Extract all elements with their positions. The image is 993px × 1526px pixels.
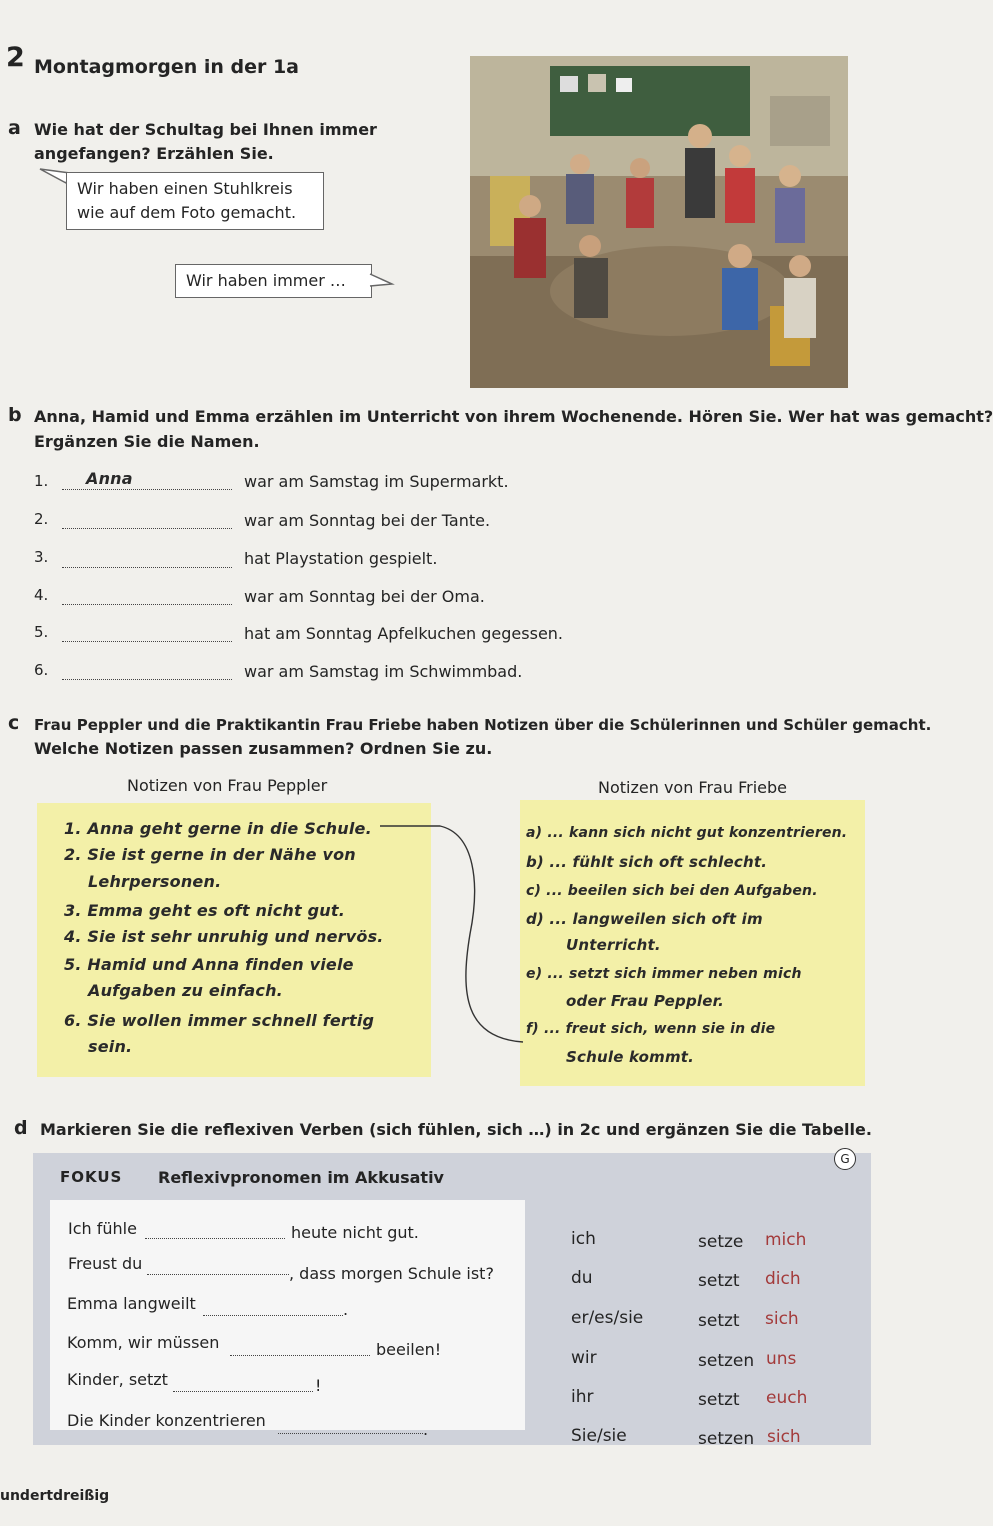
verb-setzt: setzt bbox=[698, 1390, 740, 1410]
answer-field[interactable] bbox=[62, 678, 232, 680]
sentence-2-blank[interactable] bbox=[147, 1273, 289, 1275]
sentence-1-blank[interactable] bbox=[145, 1237, 285, 1239]
friebe-note-d: d) ... langweilen sich oft im bbox=[526, 910, 763, 928]
friebe-note-c: c) ... beeilen sich bei den Aufgaben. bbox=[526, 883, 818, 899]
exercise-b-prompt-line2: Ergänzen Sie die Namen. bbox=[34, 432, 260, 451]
verb-setze: setze bbox=[698, 1232, 744, 1252]
peppler-note-2-cont: Lehrpersonen. bbox=[88, 872, 222, 891]
sentence-5-before: Kinder, setzt bbox=[67, 1370, 168, 1389]
bubble2-text: Wir haben immer … bbox=[186, 271, 346, 290]
answer-field[interactable] bbox=[62, 640, 232, 642]
sentence-3-before: Emma langweilt bbox=[67, 1294, 196, 1313]
speech-bubble-2 bbox=[175, 264, 372, 298]
friebe-note-f: f) ... freut sich, wenn sie in die bbox=[526, 1021, 776, 1037]
sentence-5-blank[interactable] bbox=[173, 1390, 313, 1392]
fokus-label: FOKUS bbox=[60, 1168, 123, 1186]
verb-setzt: setzt bbox=[698, 1311, 740, 1331]
answer-field[interactable] bbox=[62, 603, 232, 605]
peppler-note-5: 5. Hamid und Anna finden viele bbox=[64, 955, 354, 974]
item-number: 1. bbox=[34, 472, 49, 490]
exercise-c-prompt-line1: Frau Peppler und die Praktikantin Frau Friebe haben Notizen über die Schülerinnen und Schüler gemacht. bbox=[34, 716, 932, 734]
friebe-column-heading: Notizen von Frau Friebe bbox=[598, 778, 787, 797]
exercise-c-letter: c bbox=[8, 712, 20, 734]
pronoun-sich: sich bbox=[765, 1309, 799, 1329]
matching-line bbox=[380, 824, 525, 1046]
answer-field[interactable] bbox=[62, 566, 232, 568]
bubble2-tail bbox=[370, 274, 392, 290]
exercise-b-prompt-line1: Anna, Hamid und Emma erzählen im Unterricht von ihrem Wochenende. Hören Sie. Wer hat was gemacht? bbox=[34, 407, 993, 426]
sentence-1-after: heute nicht gut. bbox=[291, 1223, 419, 1242]
exercise-a-prompt-line2: angefangen? Erzählen Sie. bbox=[34, 144, 274, 163]
peppler-column-heading: Notizen von Frau Peppler bbox=[127, 776, 328, 795]
peppler-note-3: 3. Emma geht es oft nicht gut. bbox=[64, 901, 345, 920]
friebe-note-b: b) ... fühlt sich oft schlecht. bbox=[526, 853, 768, 871]
exercise-c-prompt-line2: Welche Notizen passen zusammen? Ordnen Sie zu. bbox=[34, 739, 493, 758]
sentence-6-blank[interactable] bbox=[278, 1432, 423, 1434]
person-Sie-sie: Sie/sie bbox=[571, 1426, 627, 1446]
friebe-note-a: a) ... kann sich nicht gut konzentrieren. bbox=[526, 825, 848, 841]
friebe-note-e: e) ... setzt sich immer neben mich bbox=[526, 966, 802, 982]
sentence-2-before: Freust du bbox=[68, 1254, 143, 1273]
friebe-note-d-cont: Unterricht. bbox=[566, 936, 661, 954]
grammar-badge: G bbox=[834, 1148, 856, 1170]
item-text: hat am Sonntag Apfelkuchen gegessen. bbox=[244, 624, 564, 643]
person-ich: ich bbox=[571, 1229, 596, 1249]
sentence-3-after: . bbox=[343, 1300, 349, 1319]
pronoun-uns: uns bbox=[766, 1349, 797, 1369]
bubble1-line1: Wir haben einen Stuhlkreis bbox=[77, 179, 293, 198]
peppler-note-1: 1. Anna geht gerne in die Schule. bbox=[64, 819, 372, 838]
answer-field[interactable] bbox=[62, 527, 232, 529]
verb-setzen: setzen bbox=[698, 1429, 755, 1449]
peppler-note-4: 4. Sie ist sehr unruhig und nervös. bbox=[64, 927, 384, 946]
verb-setzen: setzen bbox=[698, 1351, 755, 1371]
page-number-word: undertdreißig bbox=[0, 1488, 110, 1504]
sentence-6-before: Die Kinder konzentrieren bbox=[67, 1411, 266, 1430]
sentence-3-blank[interactable] bbox=[203, 1314, 343, 1316]
person-er-es-sie: er/es/sie bbox=[571, 1308, 644, 1328]
pronoun-mich: mich bbox=[765, 1230, 807, 1250]
item-text: war am Sonntag bei der Tante. bbox=[244, 511, 491, 530]
peppler-note-6: 6. Sie wollen immer schnell fertig bbox=[64, 1011, 375, 1030]
friebe-note-e-cont: oder Frau Peppler. bbox=[566, 992, 724, 1010]
exercise-b-letter: b bbox=[8, 404, 22, 426]
classroom-photo bbox=[470, 56, 848, 388]
item-number: 2. bbox=[34, 510, 49, 528]
friebe-note-f-cont: Schule kommt. bbox=[566, 1048, 695, 1066]
item-number: 5. bbox=[34, 623, 49, 641]
exercise-a-letter: a bbox=[8, 117, 21, 139]
pronoun-sich: sich bbox=[767, 1427, 801, 1447]
sentence-4-blank[interactable] bbox=[230, 1354, 370, 1356]
sentence-5-after: ! bbox=[315, 1376, 322, 1395]
person-wir: wir bbox=[571, 1348, 597, 1368]
answer-blank bbox=[62, 488, 232, 490]
section-number: 2 bbox=[6, 42, 25, 73]
bubble1-line2: wie auf dem Foto gemacht. bbox=[77, 203, 297, 222]
section-title: Montagmorgen in der 1a bbox=[34, 56, 300, 78]
sentence-2-after: , dass morgen Schule ist? bbox=[289, 1264, 494, 1283]
answer-field[interactable]: Anna bbox=[86, 469, 133, 488]
sentence-4-after: beeilen! bbox=[376, 1340, 442, 1359]
person-ihr: ihr bbox=[571, 1387, 594, 1407]
item-text: war am Sonntag bei der Oma. bbox=[244, 587, 485, 606]
exercise-d-letter: d bbox=[14, 1117, 28, 1139]
pronoun-dich: dich bbox=[765, 1269, 801, 1289]
peppler-note-6-cont: sein. bbox=[88, 1037, 133, 1056]
verb-setzt: setzt bbox=[698, 1271, 740, 1291]
pronoun-euch: euch bbox=[766, 1388, 808, 1408]
item-text: war am Samstag im Schwimmbad. bbox=[244, 662, 523, 681]
item-number: 3. bbox=[34, 548, 49, 566]
item-number: 4. bbox=[34, 586, 49, 604]
speech-bubble-1 bbox=[66, 172, 324, 230]
sentence-6-after: . bbox=[423, 1420, 429, 1439]
item-text: war am Samstag im Supermarkt. bbox=[244, 472, 509, 491]
sentence-1-before: Ich fühle bbox=[68, 1219, 137, 1238]
exercise-a-prompt-line1: Wie hat der Schultag bei Ihnen immer bbox=[34, 120, 377, 139]
peppler-note-2: 2. Sie ist gerne in der Nähe von bbox=[64, 845, 356, 864]
person-du: du bbox=[571, 1268, 593, 1288]
item-text: hat Playstation gespielt. bbox=[244, 549, 438, 568]
peppler-note-5-cont: Aufgaben zu einfach. bbox=[88, 981, 283, 1000]
item-number: 6. bbox=[34, 661, 49, 679]
exercise-d-prompt: Markieren Sie die reflexiven Verben (sich fühlen, sich …) in 2c und ergänzen Sie die Tabelle. bbox=[40, 1120, 872, 1139]
fokus-title: Reflexivpronomen im Akkusativ bbox=[158, 1168, 444, 1187]
sentence-4-before: Komm, wir müssen bbox=[67, 1333, 220, 1352]
